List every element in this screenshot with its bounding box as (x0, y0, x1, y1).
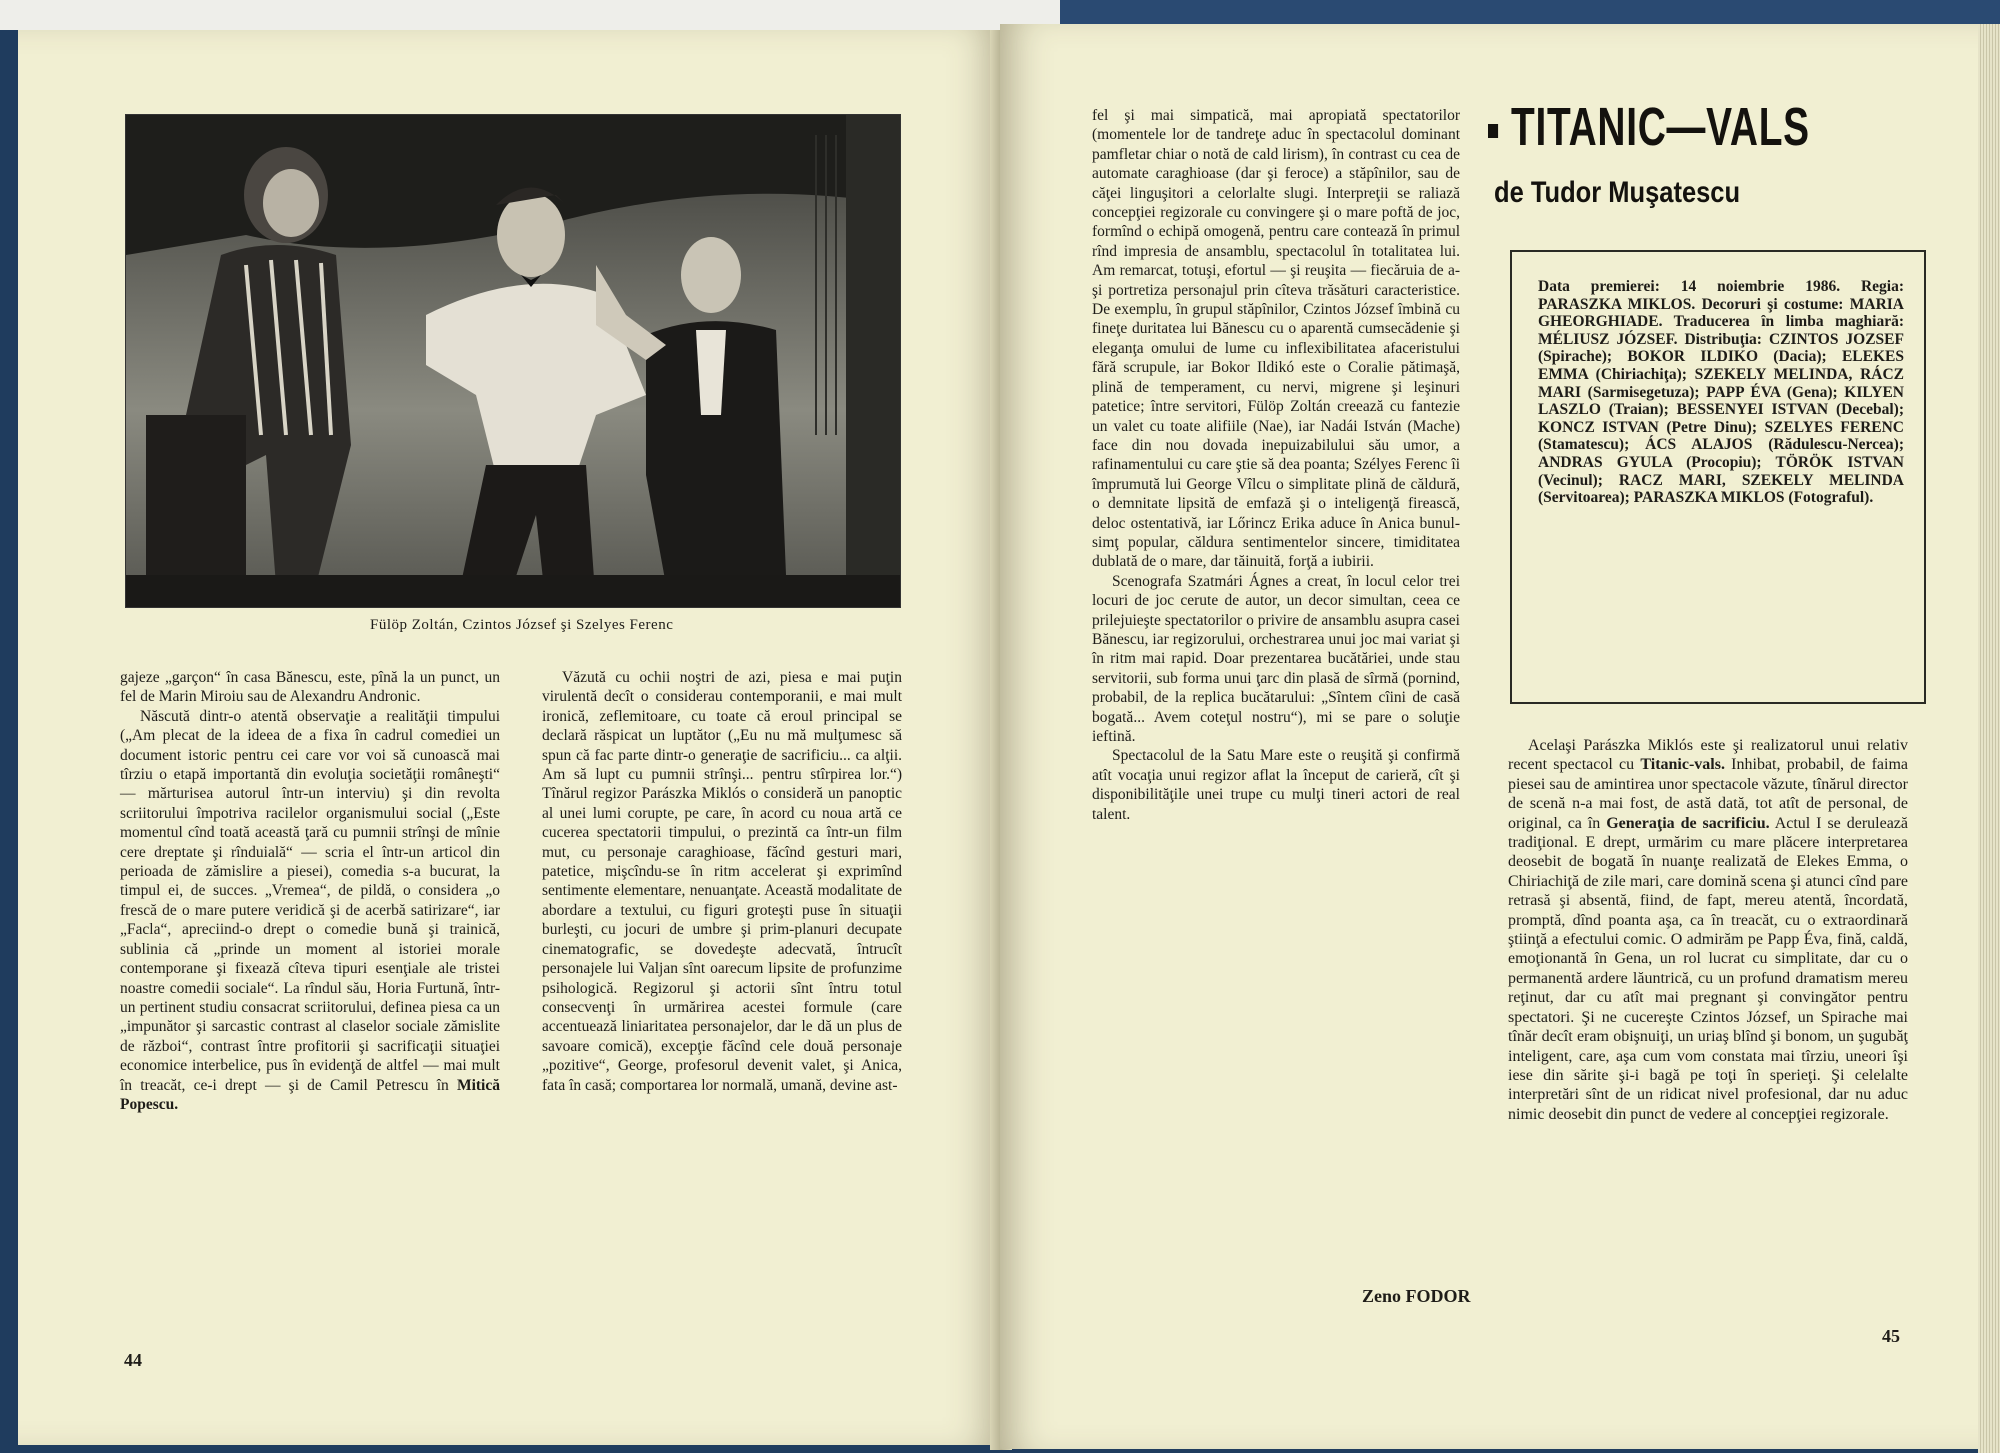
paragraph: Spectacolul de la Satu Mare este o reuşită şi confirmă atît vocaţia unui regizor aflat la început de carieră, cît şi disponibilităţile unei trupe cu mulţi tineri actori de real talent. (1092, 747, 1460, 823)
page-edges (1978, 24, 2000, 1453)
stage-photo-image (126, 115, 900, 607)
paragraph-text: Născută dintr-o atentă observaţie a realităţii timpului („Am plecat de la ideea de a fixa în cadrul comediei un document istoric pentru cei care vor voi să cunoască mai tîrziu o etapă importantă din evoluţia societăţii româneşti“ — mărturisea autorul într-un interviu) şi din revolta scriitorului împotriva racilelor organismului social („Este momentul cînd toată această ţară cu pumnii strînşi de mînie cere dreptate şi rînduială“ — scria el într-un articol din perioada de zămislire a piesei), comedia s-a bucurat, la timpul ei, de succes. „Vremea“, de pildă, o considera „o frescă de o mare putere veridică şi de acerbă satirizare“, iar „Facla“, apreciind-o drept o comedie bună şi trainică, sublinia că „prinde un moment al istoriei morale contemporane şi fixează cîteva tipuri esenţiale ale tristei noastre comedii sociale“. La rîndul său, Horia Furtună, într-un pertinent studiu consacrat scriitorului, definea piesa ca un „impunător şi sarcastic contrast al claselor sociale zămislite de război“, contrast între profitorii şi sacrificaţii situaţiei economice interbelice, pus în evidenţă de altfel — mai mult în treacăt, ce-i drept — şi de Camil Petrescu în (120, 707, 500, 1094)
paragraph (120, 707, 500, 1115)
play-title-bold: Titanic-vals. (1640, 756, 1725, 774)
paragraph-text: Actul I se derulează tradiţional. E drept, urmărim cu mare plăcere interpretarea deosebit de bogată în nuanţe realizată de Elekes Emma, o Chiriachiţă de zile mari, care domină scena şi atunci cînd pare retrasă şi absentă, fiind, de fapt, mereu atentă, încordată, promptă, dînd poanta aşa, ca în treacăt, cu o extraordinară ştiinţă a efectului comic. O admirăm pe Papp Éva, fină, caldă, emoţionantă în Gena, un rol lucrat cu simplitate, dar cu o permanentă ardere lăuntrică, cu un profund dramatism mereu reţinut, dar cu atît mai pregnant şi convingător pentru spectatori. Şi ne cucereşte Czintos József, un Spirache mai tînăr decît eram obişnuiţi, un uriaş blînd şi bonom, un şugubăţ inteligent, care, aşa cum vom constata mai tîrziu, uneori îşi iese din sărite şi-i bagă pe toţi în sperieţi. Şi celelalte interpretări sînt de un ridicat nivel profesional, dar nu aduc nimic deosebit din punct de vedere al concepţiei regizorale. (1508, 814, 1908, 1123)
article-subtitle: de Tudor Muşatescu (1494, 176, 1741, 209)
paragraph-text: Acelaşi Parászka Miklós este şi realizatorul unui relativ recent spectacol cu (1508, 737, 1908, 774)
square-bullet-icon (1488, 124, 1498, 138)
right-column-3 (1508, 736, 1908, 1124)
stage-photo (125, 114, 901, 608)
author-signature: Zeno FODOR (1362, 1286, 1471, 1306)
paragraph: fel şi mai simpatică, mai apropiată spectatorilor (momentele lor de tandreţe aduc în spectacolul dominant pamfletar chiar o notă de cald lirism), în contrast cu cea de automate caraghioase (dar şi feroce) a stăpînilor, sau de căţei linguşitori a celorlalte slugi. Interpreţii se raliază concepţiei regizorale cu convingere şi o mare poftă de joc, formînd o echipă omogenă, pentru care contează în primul rînd impresia de ansamblu, spectacolul în totalitatea lui. Am remarcat, totuşi, efortul — şi reuşita — fiecăruia de a-şi portretiza personajul prin cîteva trăsături caracteristice. De exemplu, în grupul stăpînilor, Czintos József îmbină cu fineţe duritatea lui Bănescu cu o aparentă cumsecădenie şi eleganţa omului de lume cu inflexibilitatea afaceristului fără scrupule, iar Bokor Ildikó este o Coralie pătimaşă, plină de temperament, cu nervi, migrene şi leşinuri patetice; între servitori, Fülöp Zoltán creează cu fantezie un valet cu toate alifiile (Nae), iar Nadái István (Mache) face din nou dovada inepuizabilului său umor, a rafinamentului cu care ştie să dea poanta; Szélyes Ferenc îi împrumută lui George Vîlcu o simplitate plină de căldură, o demnitate lipsită de emfază şi o inteligenţă firească, deloc ostentativă, iar Lőrincz Erika aduce în Anica bunul-simţ popular, căldura sentimentelor sincere, timiditatea dublată de o mare, dar tăinuită, forţă a iubirii. (1092, 107, 1460, 571)
paragraph: Scenografa Szatmári Ágnes a creat, în locul celor trei locuri de joc cerute de autor, un decor simultan, ceea ce prilejuieşte spectatorilor o privire de ansamblu asupra casei Bănescu, iar regizorului, orchestrarea unui joc mai variat şi în ritm mai rapid. Doar prezentarea bucătăriei, unde stau servitorii, sub forma unui ţarc din plasă de sîrmă (pornind, probabil, de la replica bucătarului: „Sîntem cîini de casă bogată... Avem coteţul nostru“), mi se pare o soluţie ieftină. (1092, 572, 1460, 745)
paragraph-text: Inhibat, probabil, de faima piesei sau de amintirea unor spectacole văzute, tînărul director de scenă n-a mai fost, de astă dată, tot atît de personal, de original, ca în (1508, 756, 1908, 832)
right-page (1000, 24, 1986, 1449)
page-number-right: 45 (1882, 1326, 1900, 1346)
left-column-1 (120, 668, 500, 1114)
paragraph: Văzută cu ochii noştri de azi, piesa e mai puţin virulentă decît o considerau contemporanii, e mai mult ironică, zeflemitoare, cu toate că eroul principal se declară răspicat un luptător („Eu nu mă mulţumesc să spun că fac parte dintr-o generaţie de sacrificiu... ca alţii. Am să lupt cu pumnii strînşi... pentru stîrpirea lor.“) Tînărul regizor Parászka Miklós o consideră un panoptic al unei lumi corupte, pe care, în acord cu noua artă ce cucerea spectatorii timpului, o prezintă ca într-un film mut, cu personaje caraghioase, făcînd gesturi mari, patetice, mişcîndu-se în ritm accelerat şi exprimînd sentimente elementare, nenuanţate. Această modalitate de abordare a textului, cu figuri groteşti puse în situaţii burleşti, cu jocuri de umbre şi prim-planuri decupate cinematografic, se dovedeşte adecvată, întrucît personajele lui Valjan sînt oarecum lipsite de profunzime psihologică. Regizorul şi actorii sînt întru totul consecvenţi în urmărirea acestei formule (care accentuează liniaritatea personajelor, dar le dă un plus de savoare comică), excepţie făcînd cele două personaje „pozitive“, George, profesorul devenit valet, şi Anica, fata în casă; comportarea lor normală, umană, devine ast- (542, 669, 902, 1094)
paragraph: gajeze „garçon“ în casa Bănescu, este, pînă la un punct, un fel de Marin Miroiu sau de Alexandru Andronic. (120, 669, 500, 706)
article-title (1488, 96, 1810, 158)
right-column-1 (1092, 106, 1460, 824)
left-column-2 (542, 668, 902, 1095)
left-page (18, 30, 1000, 1445)
page-number-left: 44 (124, 1350, 142, 1370)
paragraph-end-bold: Mitică Popescu. (120, 1076, 500, 1113)
photo-caption: Fülöp Zoltán, Czintos József şi Szelyes Ferenc (370, 617, 674, 633)
paragraph (1508, 736, 1908, 1124)
play-title-bold: Generaţia de sacrificiu. (1606, 814, 1770, 832)
production-credits-box: Data premierei: 14 noiembrie 1986. Regia: PARASZKA MIKLOS. Decoruri şi costume: MARIA GHEORGHIADE. Traducerea în limba maghiară: MÉLIUSZ JÓZSEF. Distribuţia: CZINTOS JOZSEF (Spirache); BOKOR ILDIKO (Dacia); ELEKES EMMA (Chiriachiţa); SZEKELY MELINDA, RÁCZ MARI (Sarmisegetuza); PAPP ÉVA (Gena); KILYEN LASZLO (Traian); BESSENYEI ISTVAN (Decebal); KONCZ ISTVAN (Petre Dinu); SZELYES FERENC (Stamatescu); ÁCS ALAJOS (Rădulescu-Nercea); ANDRAS GYULA (Procopiu); TÖRÖK ISTVAN (Vecinul); RACZ MARI, SZEKELY MELINDA (Servitoarea); PARASZKA MIKLOS (Fotograful). (1510, 250, 1926, 704)
article-title-text: TITANIC—VALS (1511, 97, 1810, 157)
